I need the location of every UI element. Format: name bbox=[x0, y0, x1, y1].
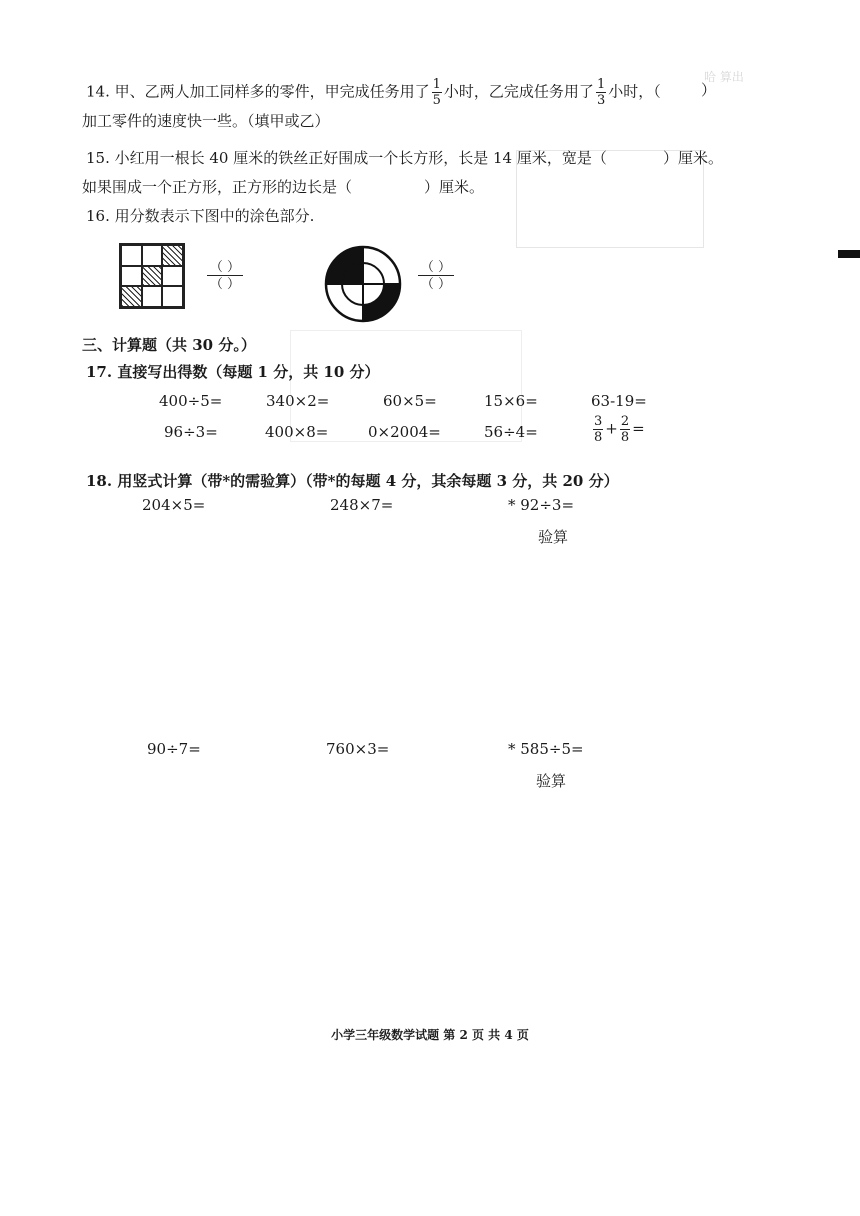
shaded-grid-figure bbox=[119, 243, 185, 309]
answer-blank-14[interactable]: ） bbox=[701, 81, 717, 99]
answer-blank-15b[interactable]: ）厘米。 bbox=[424, 178, 485, 196]
answer-blank-15a[interactable]: ）厘米。 bbox=[663, 149, 724, 167]
oral-calc-8: 0×2004= bbox=[368, 423, 441, 441]
oral-calc-6: 96÷3= bbox=[164, 423, 218, 441]
scan-edge-mark bbox=[838, 250, 860, 258]
question-14-line1: 14. 甲、乙两人加工同样多的零件，甲完成任务用了 $\frac{1}{5}$ 小时，乙完成任务用了 $\frac{1}{3}$ 小时，（ bbox=[86, 77, 661, 108]
shaded-circle-figure bbox=[323, 244, 403, 324]
question-14-line2: 加工零件的速度快一些。（填甲或乙） bbox=[82, 112, 330, 130]
question-17-title: 17. 直接写出得数（每题 1 分，共 10 分） bbox=[86, 363, 380, 381]
question-15-line1: 15. 小红用一根长 40 厘米的铁丝正好围成一个长方形，长是 14 厘米，宽是（ bbox=[86, 149, 607, 167]
oral-calc-1: 400÷5= bbox=[159, 392, 223, 410]
vertical-calc-6: * 585÷5= bbox=[508, 740, 584, 758]
question-15-line2: 如果围成一个正方形，正方形的边长是（ bbox=[82, 178, 353, 196]
page-footer: 小学三年级数学试题 第 2 页 共 4 页 bbox=[331, 1028, 529, 1042]
question-16-text: 16. 用分数表示下图中的涂色部分. bbox=[86, 207, 315, 225]
vertical-calc-1: 204×5= bbox=[142, 496, 206, 514]
oral-calc-9: 56÷4= bbox=[484, 423, 538, 441]
check-label-2: 验算 bbox=[536, 772, 567, 790]
fraction-one-third: $\frac{1}{3}$ bbox=[596, 77, 606, 108]
fraction-answer-circle[interactable]: （ ） （ ） bbox=[418, 261, 454, 292]
oral-calc-2: 340×2= bbox=[266, 392, 330, 410]
vertical-calc-4: 90÷7= bbox=[147, 740, 201, 758]
oral-calc-7: 400×8= bbox=[265, 423, 329, 441]
oral-calc-10: $\frac{3}{8}$ + $\frac{2}{8}$ = bbox=[594, 414, 645, 445]
oral-calc-4: 15×6= bbox=[484, 392, 538, 410]
check-label-1: 验算 bbox=[538, 528, 569, 546]
question-18-title: 18. 用竖式计算（带*的需验算）（带*的每题 4 分，其余每题 3 分，共 20 分） bbox=[86, 472, 619, 490]
fraction-answer-grid[interactable]: （ ） （ ） bbox=[207, 261, 243, 292]
vertical-calc-5: 760×3= bbox=[326, 740, 390, 758]
vertical-calc-2: 248×7= bbox=[330, 496, 394, 514]
section-3-title: 三、计算题（共 30 分。） bbox=[82, 336, 256, 354]
oral-calc-3: 60×5= bbox=[383, 392, 437, 410]
vertical-calc-3: * 92÷3= bbox=[508, 496, 575, 514]
fraction-one-fifth: $\frac{1}{5}$ bbox=[432, 77, 441, 108]
oral-calc-5: 63-19= bbox=[591, 392, 647, 410]
bleed-through-text: 哈 算出 bbox=[704, 70, 744, 84]
